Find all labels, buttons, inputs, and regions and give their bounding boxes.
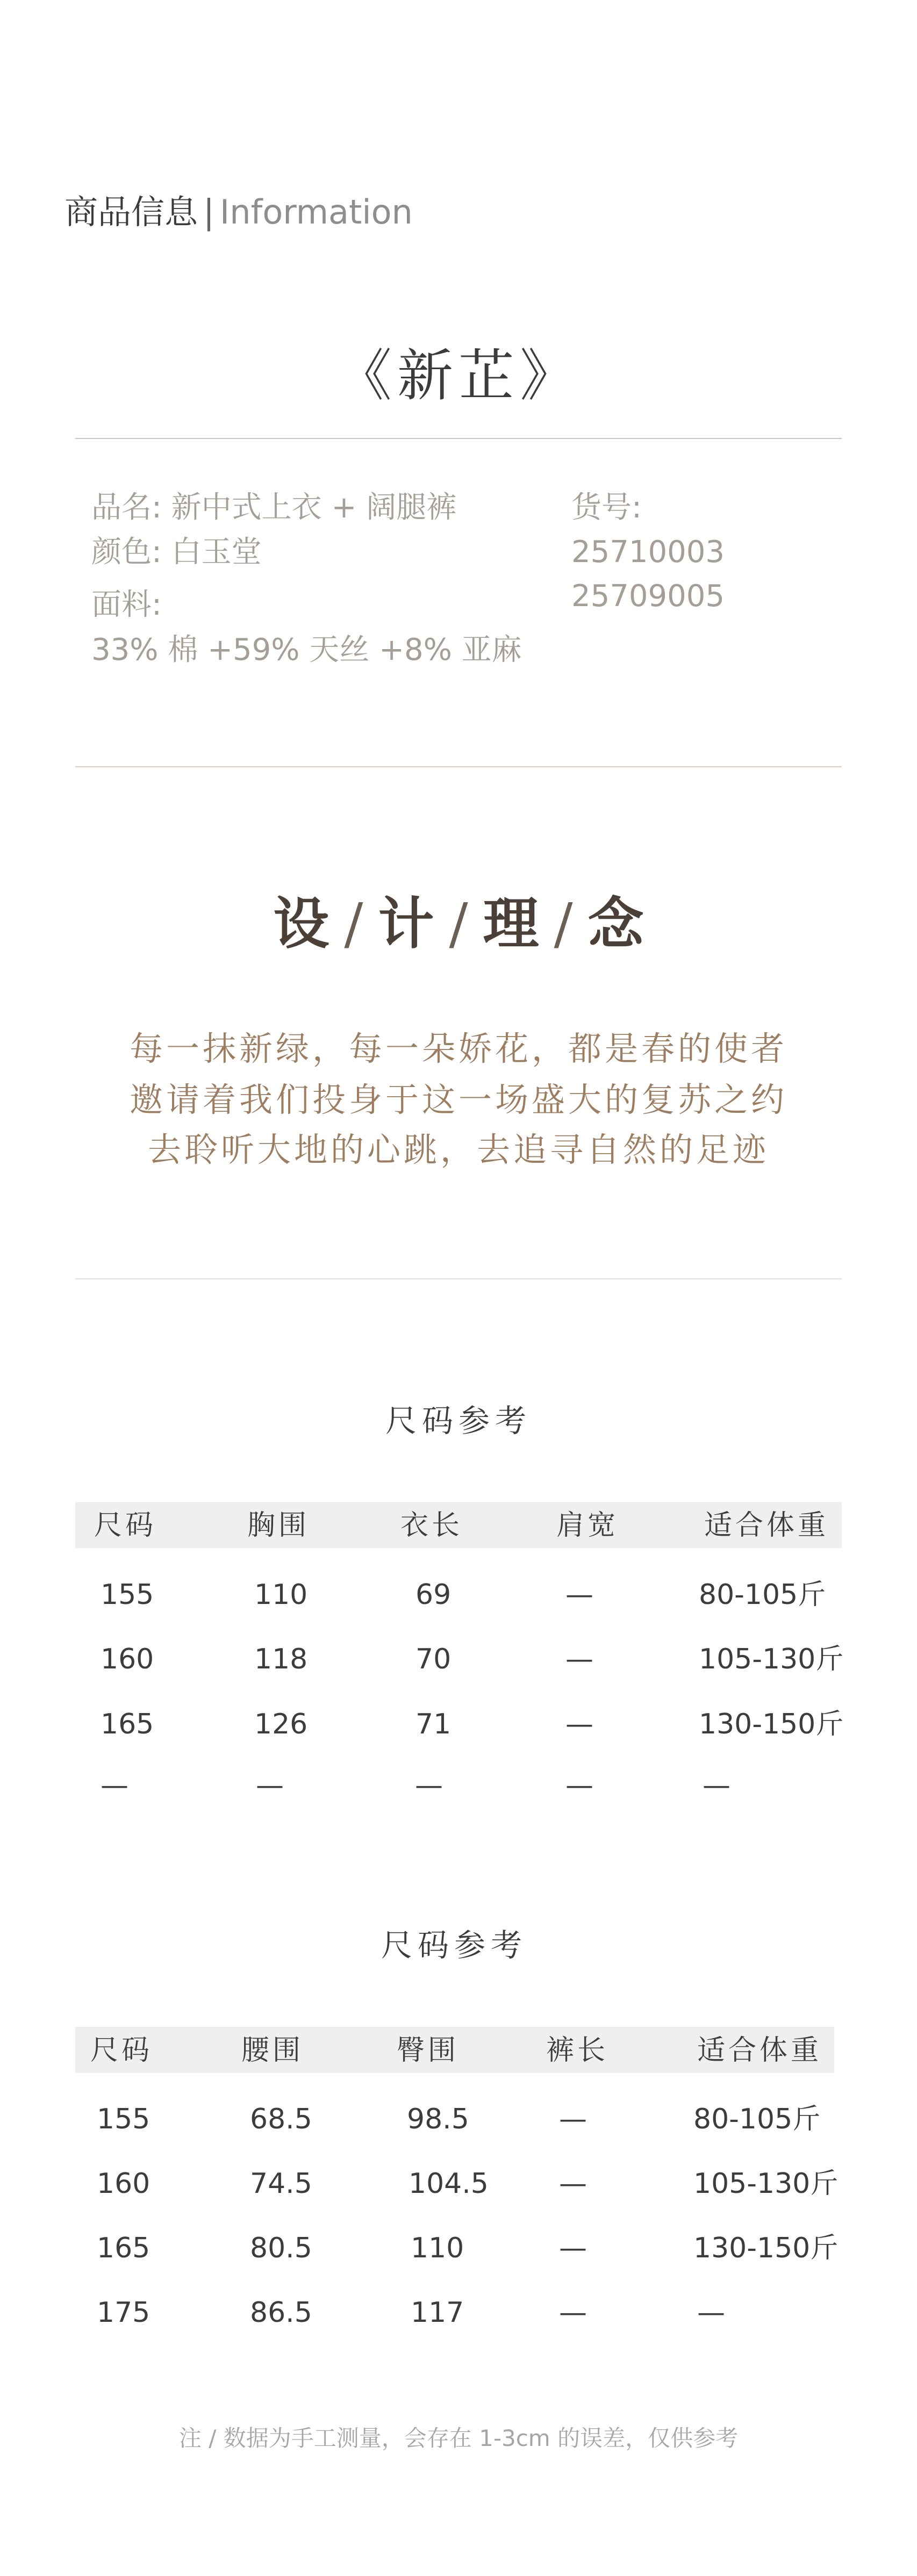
table-cell: 80-105斤 (699, 1579, 826, 1611)
table-cell: — (565, 1769, 593, 1802)
product-name: 《新芷》 (335, 343, 581, 408)
table-cell: — (415, 1769, 443, 1802)
table-cell: — (703, 1769, 730, 1802)
table-cell: 105-130斤 (693, 2168, 839, 2200)
table-cell: 68.5 (250, 2103, 312, 2135)
table-header-cell: 裤长 (546, 2034, 609, 2067)
table-cell: 80.5 (250, 2232, 312, 2264)
table-header-cell: 肩宽 (556, 1509, 619, 1542)
design-line: 去聆听大地的心跳，去追寻自然的足迹 (147, 1130, 769, 1169)
product-sku-2: 25709005 (571, 579, 725, 614)
design-line: 邀请着我们投身于这一场盛大的复苏之约 (129, 1080, 787, 1119)
table-header-cell: 胸围 (247, 1509, 310, 1542)
table-header-cell: 尺码 (90, 2034, 153, 2067)
design-title-slash: / (449, 891, 468, 956)
table-header-cell: 臀围 (397, 2034, 460, 2067)
table-cell: — (559, 2103, 587, 2135)
table-cell: 160 (101, 1643, 154, 1675)
product-sku-label: 货号: (571, 490, 642, 525)
table-header-cell: 尺码 (94, 1509, 157, 1542)
table-cell: 80-105斤 (693, 2103, 821, 2135)
table-header-cell: 衣长 (400, 1509, 463, 1542)
table-cell: 126 (254, 1708, 308, 1740)
design-title-slash: / (344, 891, 363, 956)
design-line: 每一抹新绿，每一朵娇花，都是春的使者 (129, 1029, 787, 1068)
table-cell: 155 (101, 1579, 154, 1611)
table-cell: 110 (254, 1579, 308, 1611)
design-title-char: 念 (588, 890, 644, 956)
product-fabric-value: 33% 棉 +59% 天丝 +8% 亚麻 (91, 632, 522, 667)
table-cell: 104.5 (409, 2168, 489, 2200)
table-cell: 69 (415, 1579, 452, 1611)
table-cell: 110 (411, 2232, 464, 2264)
divider (75, 438, 842, 439)
measurement-note: 注 / 数据为手工测量，会存在 1-3cm 的误差，仅供参考 (178, 2425, 739, 2451)
table-cell: 71 (415, 1708, 452, 1740)
table-cell: 165 (101, 1708, 154, 1740)
table-cell: 105-130斤 (699, 1643, 844, 1675)
table-cell: — (697, 2297, 725, 2329)
product-sku-1: 25710003 (571, 535, 725, 570)
table-cell: — (565, 1708, 593, 1740)
table-cell: 70 (415, 1643, 452, 1675)
table-cell: 86.5 (250, 2297, 312, 2329)
product-color-field: 颜色: 白玉堂 (91, 535, 262, 570)
design-title-char: 计 (378, 890, 434, 956)
size-table-title: 尺码参考 (385, 1402, 532, 1439)
product-fabric-label: 面料: (91, 587, 162, 622)
table-cell: 117 (411, 2297, 464, 2329)
table-cell: 130-150斤 (699, 1708, 844, 1740)
table-cell: — (559, 2232, 587, 2264)
table-cell: 155 (97, 2103, 151, 2135)
divider (75, 1278, 842, 1279)
table-cell: 175 (97, 2297, 151, 2329)
table-cell: — (559, 2297, 587, 2329)
table-cell: 118 (254, 1643, 308, 1675)
table-cell: — (101, 1769, 128, 1802)
design-title-char: 理 (483, 890, 539, 956)
section-header-en: Information (219, 192, 413, 232)
table-cell: 74.5 (250, 2168, 312, 2200)
design-concept-title (0, 879, 917, 959)
section-header-cn: 商品信息 (65, 192, 198, 232)
table-cell: 98.5 (407, 2103, 469, 2135)
table-header-cell: 适合体重 (704, 1509, 829, 1542)
table-cell: — (256, 1769, 284, 1802)
design-title-char: 设 (273, 890, 329, 956)
table-cell: 160 (97, 2168, 151, 2200)
product-name-field: 品名: 新中式上衣 + 阔腿裤 (91, 490, 457, 525)
design-title-slash: / (554, 891, 573, 956)
table-cell: 130-150斤 (693, 2232, 839, 2264)
table-cell: — (559, 2168, 587, 2200)
section-header-separator: | (203, 192, 214, 232)
table-cell: 165 (97, 2232, 151, 2264)
table-cell: — (565, 1643, 593, 1675)
table-header-cell: 腰围 (241, 2034, 304, 2067)
size-table-title: 尺码参考 (381, 1927, 527, 1963)
table-header-cell: 适合体重 (697, 2034, 822, 2067)
section-header (65, 185, 413, 233)
divider (75, 766, 842, 767)
table-cell: — (565, 1579, 593, 1611)
